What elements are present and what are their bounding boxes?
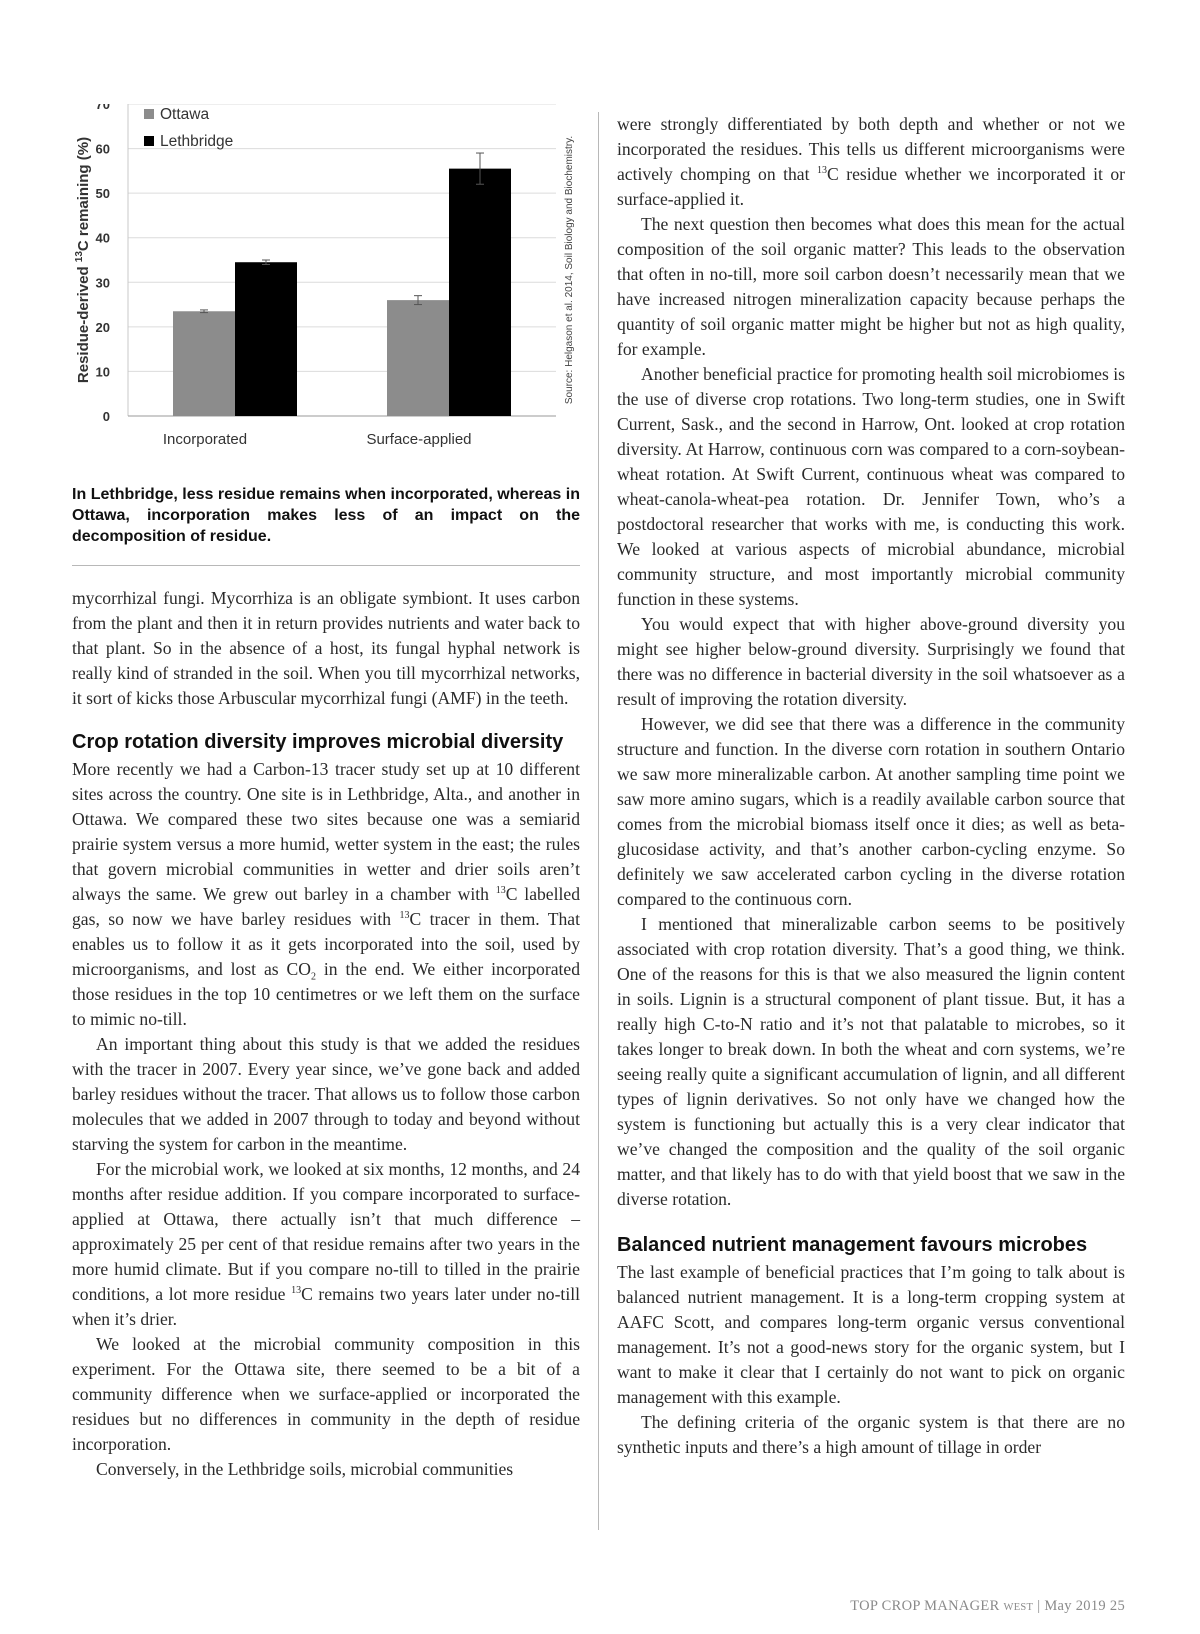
y-tick-label: 20 xyxy=(95,319,110,335)
body-paragraph: We looked at the microbial community composition in this experiment. For the Ottawa site, there seemed to be a bit of a community difference when we surface-applied or incorporated the residues but no differences in community in the depth of residue incorporation. xyxy=(72,1334,580,1454)
section-heading: Crop rotation diversity improves microbial diversity xyxy=(72,731,564,753)
x-tick-label: Surface-applied xyxy=(366,431,472,448)
y-tick-label: 50 xyxy=(95,186,110,202)
issue-date: May 2019 xyxy=(1044,1598,1106,1614)
body-paragraph: More recently we had a Carbon-13 tracer study set up at 10 different sites across the country. One site is in Lethbridge, Alta., and another in Ottawa. We compared these two sites because one was a semiarid prairie system versus a more humid, wetter system in the east; the rules that govern microbial communities in wetter and drier soils aren’t always the same. We grew out barley in a chamber with $^{13}$C labelled gas, so now we have barley residues with $^{13}$C tracer in them. That enables us to follow it as it gets incorporated into the soil, used by microorganisms, and lost as $CO_2$ in the end. We either incorporated those residues in the top 10 centimetres or we left them on the surface to mimic no-till. xyxy=(72,759,580,1029)
section-heading: Balanced nutrient management favours microbes xyxy=(617,1234,1088,1256)
body-paragraph: You would expect that with higher above-ground diversity you might see higher below-ground diversity. Surprisingly we found that there was no difference in bacterial diversity in the soil whatsoever as a result of improving the rotation diversity. xyxy=(617,614,1125,709)
y-tick-label: 0 xyxy=(102,409,110,424)
figure-caption: In Lethbridge, less residue remains when incorporated, whereas in Ottawa, incorporation makes less of an impact on the decomposition of residue. xyxy=(72,486,580,545)
y-tick-label: 10 xyxy=(95,364,110,380)
legend-swatch xyxy=(144,109,154,119)
y-tick-label: 30 xyxy=(95,275,110,291)
y-tick-label: 70 xyxy=(95,104,110,112)
legend-label: Lethbridge xyxy=(160,133,234,150)
y-tick-label: 60 xyxy=(95,141,110,157)
body-paragraph: Conversely, in the Lethbridge soils, microbial communities xyxy=(96,1459,514,1479)
body-paragraph: An important thing about this study is that we added the residues with the tracer in 2007. Every year since, we’ve gone back and added barley residues without the tracer. That allows us to follow those carbon molecules that we added in 2007 through to today and beyond without starving the system for carbon in the meantime. xyxy=(72,1034,580,1154)
source-note: Source: Helgason et al. 2014, Soil Biology and Biochemistry. xyxy=(564,135,575,405)
body-paragraph: The defining criteria of the organic system is that there are no synthetic inputs and there’s a high amount of tillage in order xyxy=(617,1412,1125,1457)
x-tick-label: Incorporated xyxy=(162,431,248,448)
bar-lethbridge xyxy=(449,169,511,416)
body-paragraph: For the microbial work, we looked at six months, 12 months, and 24 months after residue addition. If you compare incorporated to surface-applied at Ottawa, there actually isn’t that much difference – approximately 25 per cent of that residue remains after two years in the more humid climate. But if you compare no-till to tilled in the prairie conditions, a lot more residue $^{13}$C remains two years later under no-till when it’s drier. xyxy=(72,1159,580,1329)
bar-lethbridge xyxy=(235,262,297,416)
page-footer xyxy=(850,1598,1125,1615)
caption-rule xyxy=(72,565,580,566)
legend-swatch xyxy=(144,136,154,146)
magazine-name: TOP CROP MANAGER xyxy=(850,1598,1000,1614)
body-paragraph: mycorrhizal fungi. Mycorrhiza is an obligate symbiont. It uses carbon from the plant and then it in return provides nutrients and water back to that plant. So in the absence of a host, its fungal hyphal network is really kind of stranded in the soil. When you till mycorrhizal networks, it sort of kicks those Arbuscular mycorrhizal fungi (AMF) in the teeth. xyxy=(72,588,580,708)
body-paragraph: I mentioned that mineralizable carbon seems to be positively associated with crop rotation diversity. That’s a good thing, we think. One of the reasons for this is that we also measured the lignin content in soils. Lignin is a structural component of plant tissue. But, it has a really high C-to-N ratio and it’s not that palatable to microbes, so it takes longer to break down. In both the wheat and corn systems, we’re seeing really quite a significant accumulation of lignin, and all different types of lignin derivatives. So not only have we changed how the system is functioning but actually this is a very clear indicator that we’ve changed the composition and the quality of the soil organic matter, and that likely has to do with that yield boost that we saw in the diverse rotation. xyxy=(617,914,1125,1209)
footer-separator: | xyxy=(1037,1598,1041,1614)
bar-ottawa xyxy=(387,300,449,416)
body-paragraph: The next question then becomes what does this mean for the actual composition of the soil organic matter? This leads to the observation that often in no-till, more soil carbon doesn’t necessarily mean that we have increased nitrogen mineralization capacity because perhaps the quantity of soil organic matter might be higher but not as high quality, for example. xyxy=(617,214,1125,359)
y-axis-label: Residue-derived $^{13}$C remaining (%) xyxy=(74,136,92,384)
edition-label: WEST xyxy=(1003,1602,1034,1613)
bar-ottawa xyxy=(173,311,235,416)
right-column xyxy=(617,112,1125,1460)
body-paragraph: Another beneficial practice for promoting health soil microbiomes is the use of diverse crop rotations. Two long-term studies, one in Swift Current, Sask., and the second in Harrow, Ont. looked at crop rotation diversity. At Harrow, continuous corn was compared to a corn-soybean-wheat rotation. At Swift Current, continuous wheat was compared to wheat-canola-wheat-pea rotation. Dr. Jennifer Town, who’s a postdoctoral researcher that works with me, is conducting this work. We looked at various aspects of microbial abundance, microbial community structure, and most importantly microbial community function in these systems. xyxy=(617,364,1125,609)
body-paragraph: However, we did see that there was a difference in the community structure and function. In the diverse corn rotation in southern Ontario we saw more mineralizable carbon. At another sampling time point we saw more amino sugars, which is a readily available carbon source that comes from the microbial biomass itself once it dies; as well as beta-glucosidase activity, and that’s another carbon-cycling enzyme. So definitely we saw accelerated carbon cycling in the diverse rotation compared to the continuous corn. xyxy=(617,714,1125,909)
left-column xyxy=(72,104,580,1482)
y-tick-label: 40 xyxy=(95,230,110,246)
body-paragraph: were strongly differentiated by both depth and whether or not we incorporated the residues. This tells us different microorganisms were actively chomping on that $^{13}$C residue whether we incorporated it or surface-applied it. xyxy=(617,114,1125,209)
column-divider xyxy=(598,112,599,1530)
legend-label: Ottawa xyxy=(160,106,210,123)
bar-chart-svg xyxy=(72,104,580,474)
bar-chart xyxy=(72,104,580,474)
page-number: 25 xyxy=(1109,1598,1125,1614)
body-paragraph: The last example of beneficial practices that I’m going to talk about is balanced nutrient management. It is a long-term cropping system at AAFC Scott, and compares long-term organic versus conventional management. It’s not a good-news story for the organic system, but I want to make it clear that I certainly do not want to pick on organic management with this example. xyxy=(617,1262,1125,1407)
